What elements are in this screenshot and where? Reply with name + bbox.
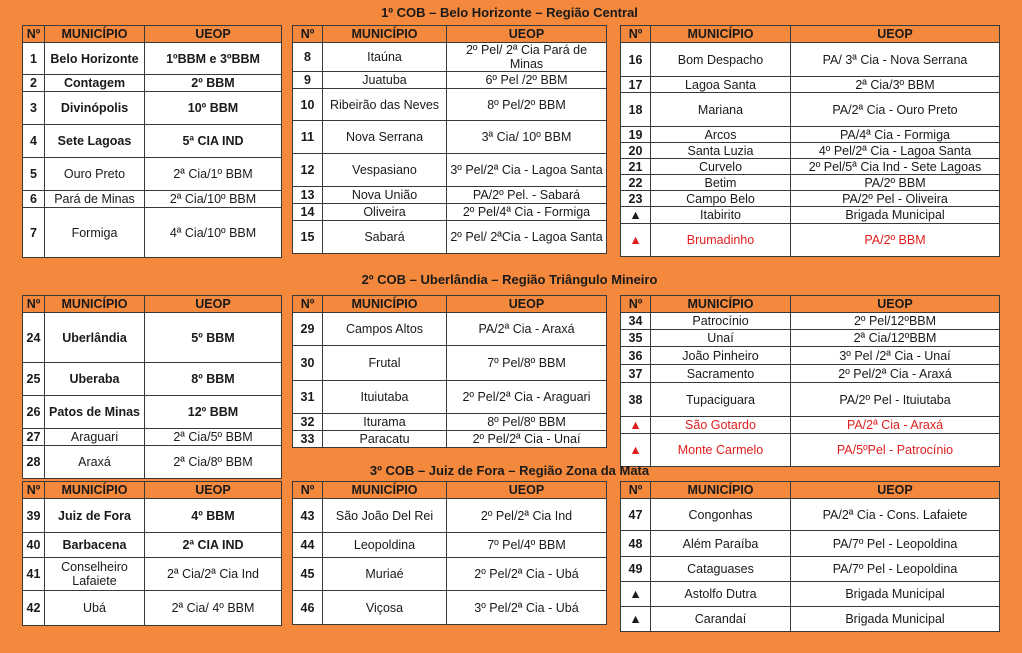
municipio-name: Sabará	[323, 221, 447, 254]
municipio-table	[292, 25, 607, 254]
header-num: Nº	[293, 482, 323, 499]
municipio-name: Unaí	[651, 330, 791, 347]
municipio-name: Campo Belo	[651, 191, 791, 207]
header-municipio: MUNICÍPIO	[651, 26, 791, 43]
municipio-name: Patos de Minas	[45, 396, 145, 429]
ueop-unit: 2ª Cia/2ª Cia Ind	[145, 558, 282, 591]
ueop-unit: 7º Pel/4º BBM	[447, 533, 607, 558]
table-row	[621, 143, 1000, 159]
row-number: 11	[293, 121, 323, 154]
municipio-name: Brumadinho	[651, 224, 791, 257]
row-number: 41	[23, 558, 45, 591]
municipio-name: Oliveira	[323, 204, 447, 221]
municipio-name: Viçosa	[323, 591, 447, 625]
municipio-table	[620, 481, 1000, 632]
row-number: 6	[23, 191, 45, 208]
table-row	[293, 381, 607, 414]
row-number: 44	[293, 533, 323, 558]
row-number: 16	[621, 43, 651, 77]
section-title: 2º COB – Uberlândia – Região Triângulo Mineiro	[361, 272, 658, 287]
row-number: 19	[621, 127, 651, 143]
table-row	[621, 224, 1000, 257]
ueop-unit: PA/7º Pel - Leopoldina	[791, 557, 1000, 582]
municipio-name: Sacramento	[651, 365, 791, 383]
row-number: 47	[621, 499, 651, 531]
row-number: ▲	[621, 434, 651, 467]
table-row	[621, 347, 1000, 365]
header-row	[621, 26, 1000, 43]
municipio-name: Ituiutaba	[323, 381, 447, 414]
header-municipio: MUNICÍPIO	[323, 296, 447, 313]
table-row	[293, 43, 607, 72]
municipio-name: São Gotardo	[651, 417, 791, 434]
municipio-name: Uberaba	[45, 363, 145, 396]
header-ueop: UEOP	[791, 482, 1000, 499]
municipio-name: Itaúna	[323, 43, 447, 72]
table-row	[621, 77, 1000, 93]
table-row	[23, 363, 282, 396]
row-number: ▲	[621, 417, 651, 434]
municipio-name: Carandaí	[651, 607, 791, 632]
table-row	[621, 531, 1000, 557]
ueop-unit: 2º BBM	[145, 75, 282, 92]
table-row	[621, 207, 1000, 224]
municipio-name: Congonhas	[651, 499, 791, 531]
ueop-unit: 1ºBBM e 3ºBBM	[145, 43, 282, 75]
table-row	[23, 125, 282, 158]
table-row	[293, 121, 607, 154]
ueop-unit: PA/ 3ª Cia - Nova Serrana	[791, 43, 1000, 77]
header-ueop: UEOP	[447, 482, 607, 499]
header-row	[23, 26, 282, 43]
header-municipio: MUNICÍPIO	[45, 296, 145, 313]
ueop-unit: PA/2º BBM	[791, 224, 1000, 257]
row-number: 22	[621, 175, 651, 191]
row-number: 17	[621, 77, 651, 93]
ueop-unit: Brigada Municipal	[791, 207, 1000, 224]
table-row	[293, 414, 607, 431]
municipio-name: Pará de Minas	[45, 191, 145, 208]
row-number: 39	[23, 499, 45, 533]
municipio-table	[292, 295, 607, 448]
row-number: 35	[621, 330, 651, 347]
row-number: 42	[23, 591, 45, 626]
table-row	[293, 221, 607, 254]
row-number: 13	[293, 187, 323, 204]
row-number: 40	[23, 533, 45, 558]
header-ueop: UEOP	[145, 296, 282, 313]
table-row	[293, 431, 607, 448]
ueop-unit: 2º Pel/2ª Cia Ind	[447, 499, 607, 533]
header-num: Nº	[621, 482, 651, 499]
municipio-name: Barbacena	[45, 533, 145, 558]
municipio-name: Frutal	[323, 346, 447, 381]
table-row	[293, 89, 607, 121]
header-municipio: MUNICÍPIO	[323, 26, 447, 43]
ueop-unit: 8º Pel/8º BBM	[447, 414, 607, 431]
table-row	[293, 558, 607, 591]
municipio-name: Patrocínio	[651, 313, 791, 330]
table-row	[23, 396, 282, 429]
row-number: 5	[23, 158, 45, 191]
ueop-unit: 4º BBM	[145, 499, 282, 533]
municipio-table	[292, 481, 607, 625]
header-municipio: MUNICÍPIO	[45, 26, 145, 43]
table-row	[621, 93, 1000, 127]
ueop-unit: 2ª Cia/3º BBM	[791, 77, 1000, 93]
municipio-name: Tupaciguara	[651, 383, 791, 417]
header-num: Nº	[23, 26, 45, 43]
row-number: 12	[293, 154, 323, 187]
row-number: 34	[621, 313, 651, 330]
row-number: 38	[621, 383, 651, 417]
ueop-unit: PA/2ª Cia - Araxá	[791, 417, 1000, 434]
ueop-unit: 5º BBM	[145, 313, 282, 363]
ueop-unit: 2º Pel/ 2ª Cia Pará de Minas	[447, 43, 607, 72]
ueop-unit: 3º Pel /2ª Cia - Unaí	[791, 347, 1000, 365]
header-row	[23, 482, 282, 499]
table-row	[621, 159, 1000, 175]
municipio-name: Belo Horizonte	[45, 43, 145, 75]
table-row	[23, 499, 282, 533]
ueop-unit: PA/2º BBM	[791, 175, 1000, 191]
table-row	[621, 175, 1000, 191]
ueop-unit: 2º Pel/12ºBBM	[791, 313, 1000, 330]
ueop-unit: 2ª Cia/10º BBM	[145, 191, 282, 208]
table-row	[293, 187, 607, 204]
row-number: ▲	[621, 224, 651, 257]
row-number: 26	[23, 396, 45, 429]
header-ueop: UEOP	[447, 296, 607, 313]
row-number: 29	[293, 313, 323, 346]
header-municipio: MUNICÍPIO	[323, 482, 447, 499]
ueop-unit: 2ª Cia/ 4º BBM	[145, 591, 282, 626]
row-number: 49	[621, 557, 651, 582]
header-municipio: MUNICÍPIO	[651, 482, 791, 499]
header-ueop: UEOP	[145, 482, 282, 499]
ueop-unit: 4ª Cia/10º BBM	[145, 208, 282, 258]
row-number: 15	[293, 221, 323, 254]
table-row	[23, 591, 282, 626]
table-row	[23, 429, 282, 446]
row-number: 27	[23, 429, 45, 446]
header-num: Nº	[293, 296, 323, 313]
table-row	[23, 43, 282, 75]
table-row	[621, 43, 1000, 77]
ueop-unit: 2º Pel/2ª Cia - Ubá	[447, 558, 607, 591]
ueop-unit: PA/2º Pel - Oliveira	[791, 191, 1000, 207]
row-number: 28	[23, 446, 45, 479]
municipio-name: Santa Luzia	[651, 143, 791, 159]
municipio-name: Muriaé	[323, 558, 447, 591]
municipio-name: Divinópolis	[45, 92, 145, 125]
municipio-name: Juatuba	[323, 72, 447, 89]
municipio-name: Campos Altos	[323, 313, 447, 346]
header-row	[621, 296, 1000, 313]
municipio-name: São João Del Rei	[323, 499, 447, 533]
row-number: 8	[293, 43, 323, 72]
header-row	[23, 296, 282, 313]
table-row	[621, 383, 1000, 417]
ueop-unit: 8º BBM	[145, 363, 282, 396]
ueop-unit: 2ª Cia/8º BBM	[145, 446, 282, 479]
table-row	[23, 75, 282, 92]
ueop-unit: PA/7º Pel - Leopoldina	[791, 531, 1000, 557]
row-number: 2	[23, 75, 45, 92]
municipio-name: Nova União	[323, 187, 447, 204]
municipio-name: João Pinheiro	[651, 347, 791, 365]
table-row	[621, 607, 1000, 632]
ueop-unit: 3ª Cia/ 10º BBM	[447, 121, 607, 154]
municipio-name: Arcos	[651, 127, 791, 143]
row-number: 1	[23, 43, 45, 75]
row-number: 37	[621, 365, 651, 383]
municipio-name: Bom Despacho	[651, 43, 791, 77]
table-row	[23, 558, 282, 591]
municipio-name: Nova Serrana	[323, 121, 447, 154]
row-number: 43	[293, 499, 323, 533]
row-number: 14	[293, 204, 323, 221]
header-municipio: MUNICÍPIO	[651, 296, 791, 313]
table-row	[23, 313, 282, 363]
ueop-unit: 2º Pel/5ª Cia Ind - Sete Lagoas	[791, 159, 1000, 175]
municipio-name: Betim	[651, 175, 791, 191]
municipio-name: Cataguases	[651, 557, 791, 582]
ueop-unit: Brigada Municipal	[791, 607, 1000, 632]
row-number: ▲	[621, 582, 651, 607]
ueop-unit: PA/2ª Cia - Araxá	[447, 313, 607, 346]
header-ueop: UEOP	[791, 26, 1000, 43]
table-row	[293, 204, 607, 221]
row-number: 30	[293, 346, 323, 381]
municipio-name: Araguari	[45, 429, 145, 446]
municipio-name: Iturama	[323, 414, 447, 431]
ueop-unit: 4º Pel/2ª Cia - Lagoa Santa	[791, 143, 1000, 159]
section-title: 3º COB – Juiz de Fora – Região Zona da Mata	[369, 463, 650, 478]
ueop-unit: 2º Pel/2ª Cia - Araguari	[447, 381, 607, 414]
ueop-unit: Brigada Municipal	[791, 582, 1000, 607]
ueop-unit: PA/2º Pel - Ituiutaba	[791, 383, 1000, 417]
ueop-unit: 2ª Cia/5º BBM	[145, 429, 282, 446]
table-row	[293, 154, 607, 187]
ueop-unit: PA/5ºPel - Patrocínio	[791, 434, 1000, 467]
ueop-unit: 2ª CIA IND	[145, 533, 282, 558]
row-number: 21	[621, 159, 651, 175]
row-number: 18	[621, 93, 651, 127]
row-number: 45	[293, 558, 323, 591]
municipio-name: Leopoldina	[323, 533, 447, 558]
ueop-unit: 2º Pel/ 2ªCia - Lagoa Santa	[447, 221, 607, 254]
municipio-name: Formiga	[45, 208, 145, 258]
row-number: 23	[621, 191, 651, 207]
ueop-unit: 2º Pel/2ª Cia - Araxá	[791, 365, 1000, 383]
ueop-unit: PA/2ª Cia - Ouro Preto	[791, 93, 1000, 127]
municipio-table	[22, 25, 282, 258]
table-row	[293, 72, 607, 89]
header-ueop: UEOP	[145, 26, 282, 43]
table-row	[293, 591, 607, 625]
ueop-unit: 2º Pel/4ª Cia - Formiga	[447, 204, 607, 221]
ueop-unit: 7º Pel/8º BBM	[447, 346, 607, 381]
table-row	[23, 92, 282, 125]
row-number: 46	[293, 591, 323, 625]
ueop-unit: 8º Pel/2º BBM	[447, 89, 607, 121]
row-number: 31	[293, 381, 323, 414]
row-number: 3	[23, 92, 45, 125]
row-number: 48	[621, 531, 651, 557]
ueop-unit: 12º BBM	[145, 396, 282, 429]
municipio-name: Curvelo	[651, 159, 791, 175]
table-row	[293, 533, 607, 558]
table-row	[621, 417, 1000, 434]
row-number: 20	[621, 143, 651, 159]
table-row	[621, 499, 1000, 531]
municipio-name: Paracatu	[323, 431, 447, 448]
header-ueop: UEOP	[791, 296, 1000, 313]
row-number: ▲	[621, 207, 651, 224]
header-num: Nº	[23, 482, 45, 499]
table-row	[23, 158, 282, 191]
ueop-unit: 2ª Cia/12ºBBM	[791, 330, 1000, 347]
table-row	[621, 582, 1000, 607]
row-number: 10	[293, 89, 323, 121]
table-row	[621, 313, 1000, 330]
ueop-unit: 3º Pel/2ª Cia - Ubá	[447, 591, 607, 625]
table-row	[293, 346, 607, 381]
row-number: 7	[23, 208, 45, 258]
municipio-name: Conselheiro Lafaiete	[45, 558, 145, 591]
ueop-unit: 6º Pel /2º BBM	[447, 72, 607, 89]
municipio-name: Além Paraíba	[651, 531, 791, 557]
row-number: 25	[23, 363, 45, 396]
header-num: Nº	[621, 26, 651, 43]
ueop-unit: 3º Pel/2ª Cia - Lagoa Santa	[447, 154, 607, 187]
section-title: 1º COB – Belo Horizonte – Região Central	[381, 5, 638, 20]
ueop-unit: PA/4ª Cia - Formiga	[791, 127, 1000, 143]
table-row	[23, 191, 282, 208]
row-number: 24	[23, 313, 45, 363]
row-number: 4	[23, 125, 45, 158]
ueop-unit: PA/2º Pel. - Sabará	[447, 187, 607, 204]
municipio-name: Ouro Preto	[45, 158, 145, 191]
municipio-table	[620, 25, 1000, 257]
municipio-table	[620, 295, 1000, 467]
table-row	[621, 330, 1000, 347]
table-row	[621, 557, 1000, 582]
municipio-name: Ribeirão das Neves	[323, 89, 447, 121]
municipio-name: Ubá	[45, 591, 145, 626]
table-row	[23, 208, 282, 258]
municipio-name: Contagem	[45, 75, 145, 92]
header-ueop: UEOP	[447, 26, 607, 43]
municipio-name: Itabirito	[651, 207, 791, 224]
row-number: ▲	[621, 607, 651, 632]
municipio-name: Uberlândia	[45, 313, 145, 363]
municipio-name: Vespasiano	[323, 154, 447, 187]
municipio-table	[22, 295, 282, 479]
table-row	[621, 127, 1000, 143]
municipio-name: Sete Lagoas	[45, 125, 145, 158]
municipio-name: Juiz de Fora	[45, 499, 145, 533]
municipio-name: Araxá	[45, 446, 145, 479]
municipio-name: Lagoa Santa	[651, 77, 791, 93]
header-municipio: MUNICÍPIO	[45, 482, 145, 499]
header-row	[293, 296, 607, 313]
municipio-name: Monte Carmelo	[651, 434, 791, 467]
municipio-table	[22, 481, 282, 626]
header-row	[621, 482, 1000, 499]
table-row	[23, 533, 282, 558]
table-row	[621, 365, 1000, 383]
header-row	[293, 482, 607, 499]
header-row	[293, 26, 607, 43]
row-number: 33	[293, 431, 323, 448]
ueop-unit: PA/2ª Cia - Cons. Lafaiete	[791, 499, 1000, 531]
table-row	[621, 191, 1000, 207]
ueop-unit: 10º BBM	[145, 92, 282, 125]
row-number: 32	[293, 414, 323, 431]
header-num: Nº	[23, 296, 45, 313]
table-row	[293, 313, 607, 346]
row-number: 9	[293, 72, 323, 89]
municipio-name: Astolfo Dutra	[651, 582, 791, 607]
ueop-unit: 5ª CIA IND	[145, 125, 282, 158]
row-number: 36	[621, 347, 651, 365]
ueop-unit: 2ª Cia/1º BBM	[145, 158, 282, 191]
header-num: Nº	[293, 26, 323, 43]
header-num: Nº	[621, 296, 651, 313]
municipio-name: Mariana	[651, 93, 791, 127]
table-row	[293, 499, 607, 533]
ueop-unit: 2º Pel/2ª Cia - Unaí	[447, 431, 607, 448]
